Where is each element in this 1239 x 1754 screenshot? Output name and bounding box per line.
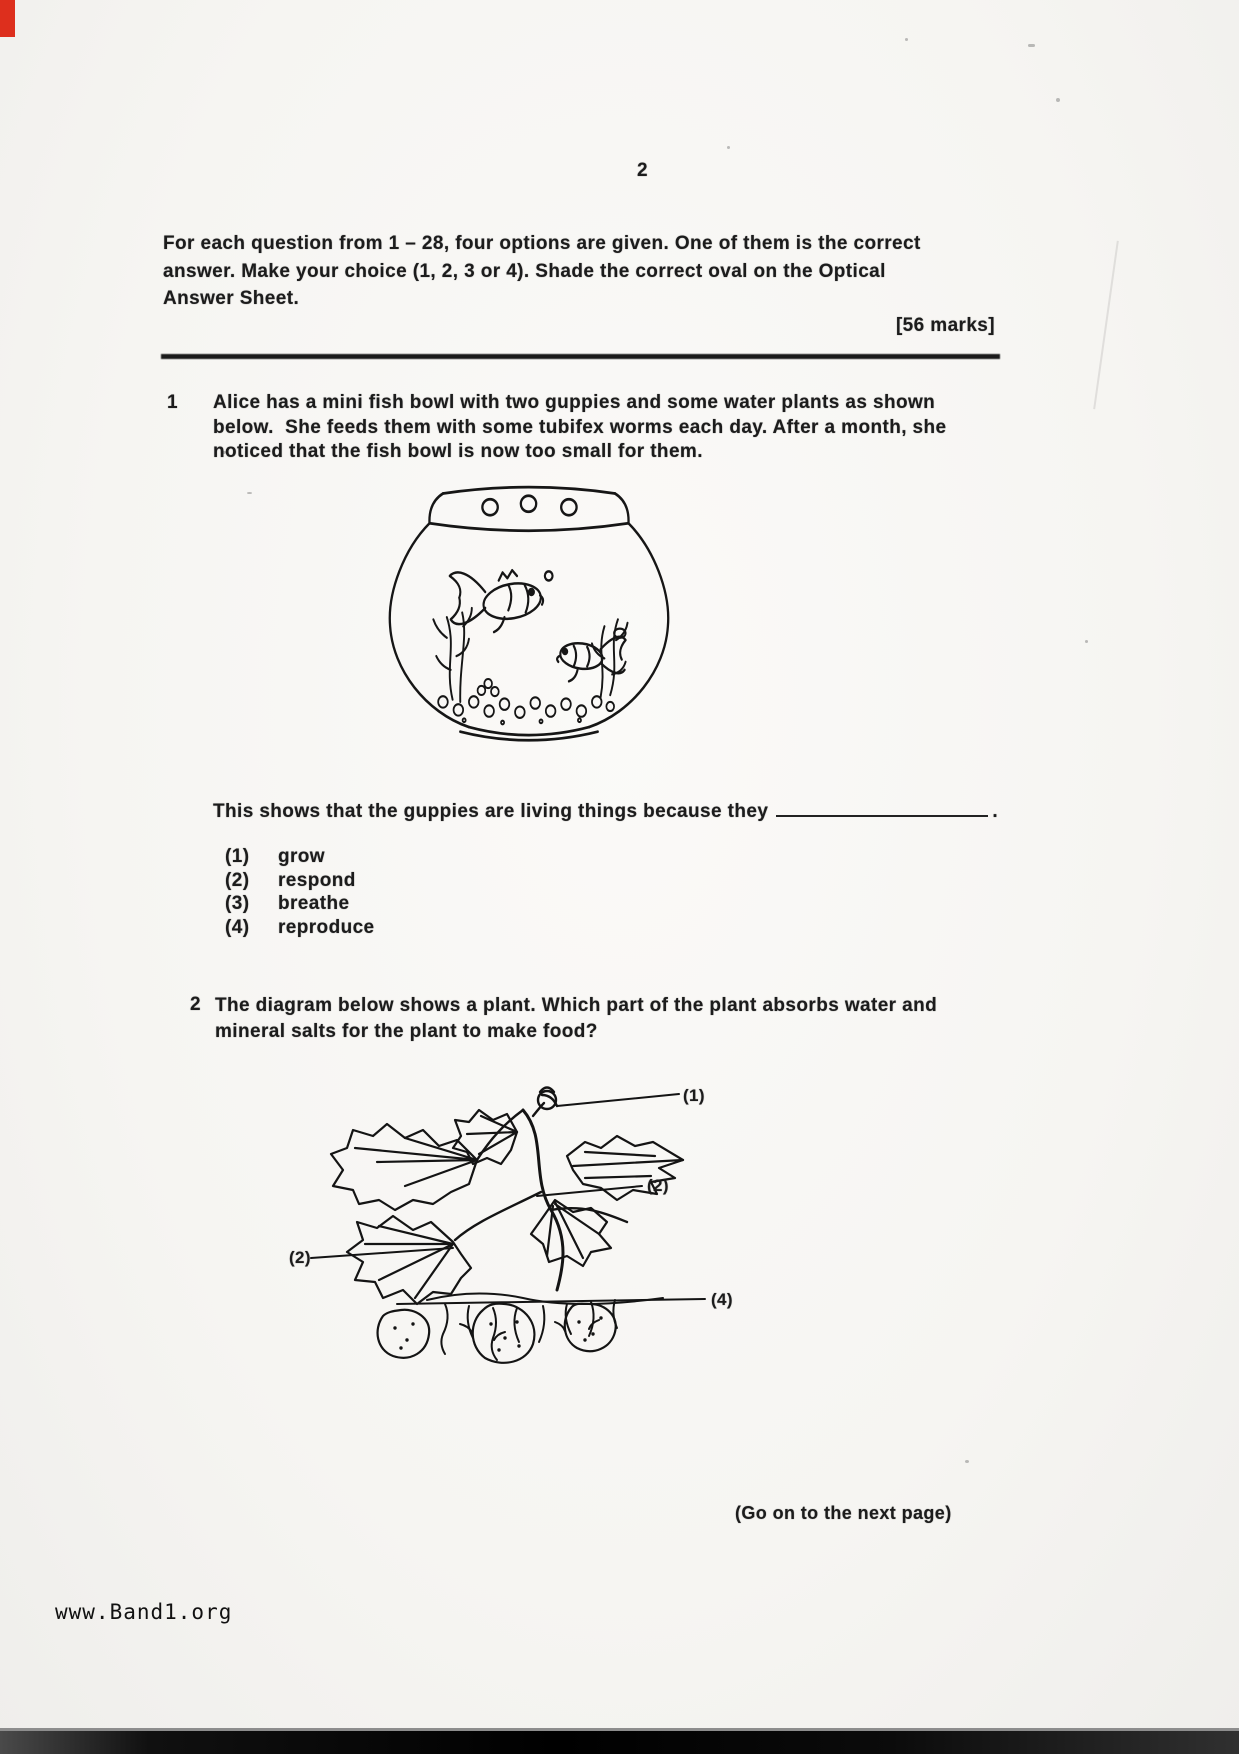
option-row: [225, 916, 375, 940]
option-row: [225, 892, 375, 916]
plant-label-leaf-left: (2): [289, 1248, 311, 1267]
option-label: respond: [278, 869, 356, 891]
question-1-text: [213, 391, 947, 465]
question-2-number: 2: [190, 994, 201, 1015]
prompt-suffix: .: [992, 801, 998, 822]
gravel: [438, 679, 614, 724]
site-watermark: www.Band1.org: [55, 1600, 233, 1624]
fish-bowl-drawing: [368, 466, 690, 758]
section-divider: [161, 354, 1000, 359]
instruction-line: For each question from 1 – 28, four options are given. One of them is the correct: [163, 233, 921, 254]
plant-stem: [455, 1110, 627, 1290]
fish-bowl-figure: [368, 466, 690, 758]
plant-drawing: [255, 1072, 785, 1372]
scan-red-edge-mark: [0, 0, 15, 37]
scan-speck: [965, 1460, 969, 1463]
scan-bottom-bar: [0, 1728, 1239, 1754]
question-1-number: 1: [167, 392, 178, 413]
option-number: (2): [225, 869, 250, 891]
question-text-line: The diagram below shows a plant. Which part of the plant absorbs water and: [215, 995, 938, 1016]
next-page-note: (Go on to the next page): [735, 1503, 952, 1523]
option-row: [225, 869, 375, 893]
option-row: [225, 845, 375, 869]
scan-speck: [1056, 98, 1060, 102]
plant-label-root: (4): [711, 1290, 733, 1309]
scan-speck: [1028, 44, 1035, 47]
scan-speck: [1085, 640, 1088, 643]
instructions-block: [163, 230, 995, 313]
prompt-text: This shows that the guppies are living things because they: [213, 801, 769, 822]
option-label: breathe: [278, 893, 350, 914]
question-2-text: [215, 993, 937, 1045]
scan-streak: [1093, 241, 1119, 410]
option-label: grow: [278, 846, 325, 867]
marks-total: [56 marks]: [895, 315, 995, 336]
plant-label-flower: (1): [683, 1086, 705, 1105]
scan-speck: [247, 492, 252, 494]
plant-figure: [255, 1072, 785, 1372]
question-text-line: below. She feeds them with some tubifex worms each day. After a month, she: [213, 416, 947, 438]
scan-speck: [905, 38, 908, 41]
scan-speck: [727, 146, 730, 149]
option-number: (3): [225, 893, 250, 914]
leader-lines: [311, 1094, 705, 1304]
page-number: 2: [637, 160, 648, 181]
plant-flower-bud: [533, 1088, 557, 1117]
question-text-line: Alice has a mini fish bowl with two guppies and some water plants as shown: [213, 392, 936, 413]
option-label: reproduce: [278, 916, 375, 938]
option-number: (1): [225, 846, 250, 867]
instruction-line: answer. Make your choice (1, 2, 3 or 4). Shade the correct oval on the Optical: [163, 260, 886, 282]
option-number: (4): [225, 916, 250, 938]
question-text-line: mineral salts for the plant to make food?: [215, 1021, 598, 1042]
answer-blank: [776, 799, 988, 817]
root-tubers: [378, 1304, 616, 1363]
options-list: [225, 845, 375, 939]
question-prompt: [213, 799, 998, 823]
instruction-line: Answer Sheet.: [163, 288, 300, 309]
guppy-left: [450, 570, 553, 632]
plant-label-leaf-right: (2): [647, 1176, 669, 1195]
plant-leaves: [331, 1110, 683, 1304]
question-text-line: noticed that the fish bowl is now too small for them.: [213, 441, 703, 462]
